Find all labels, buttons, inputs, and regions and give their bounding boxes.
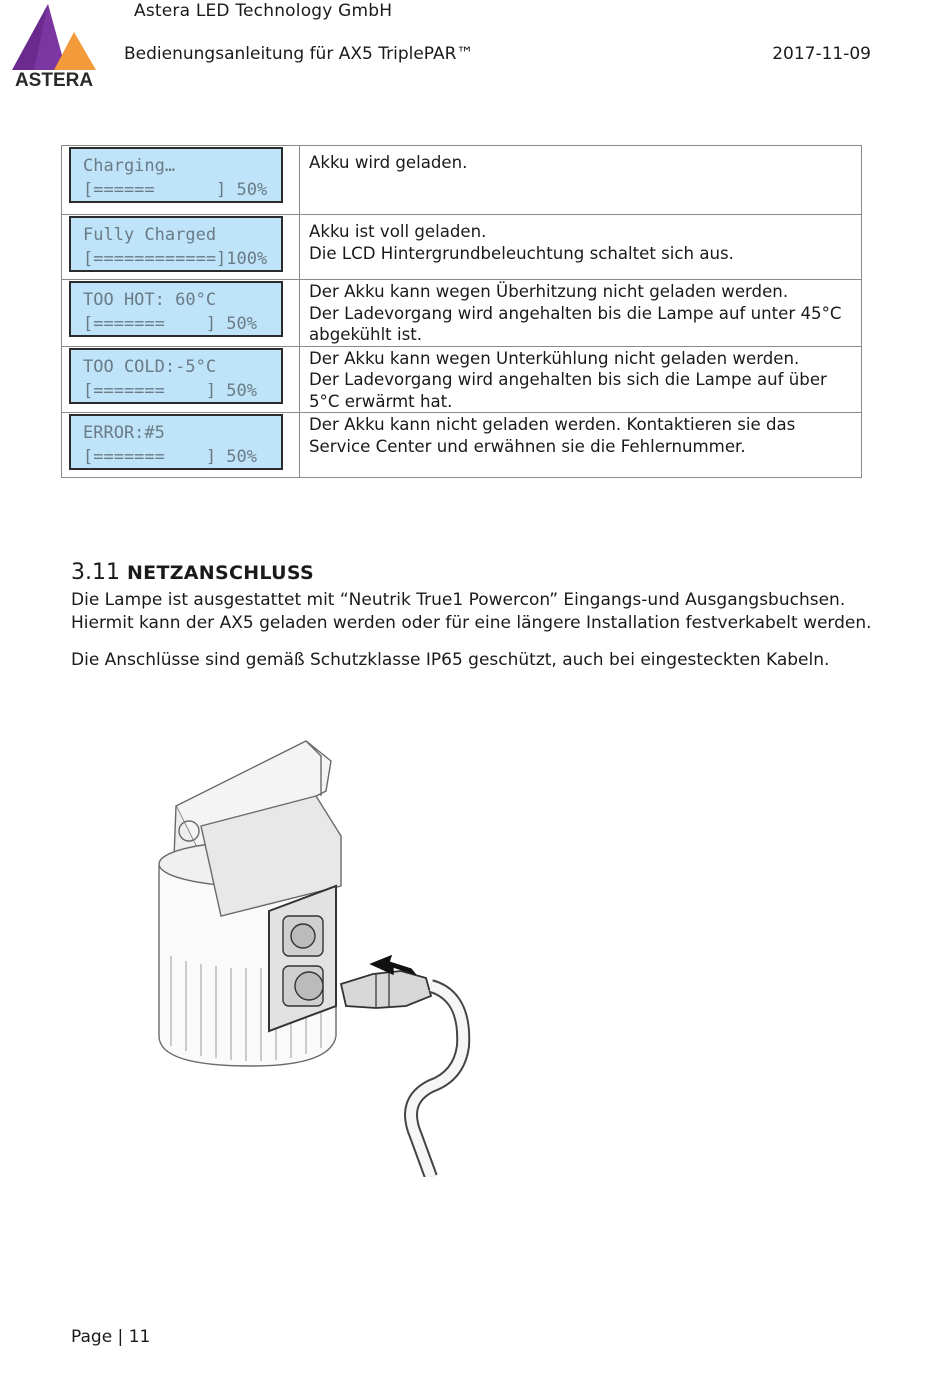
status-description: Der Akku kann wegen Unterkühlung nicht geladen werden. Der Ladevorgang wird angehalten bis sich die Lampe auf über 5°C erwärmt hat.	[300, 346, 862, 413]
paragraph: Die Lampe ist ausgestattet mit “Neutrik True1 Powercon” Eingangs-und Ausgangsbuchsen. Hiermit kann der AX5 geladen werden oder für eine längere Installation festverkabelt werden.	[71, 590, 872, 633]
table-row	[62, 280, 862, 347]
section-title: NETZANSCHLUSS	[126, 562, 315, 584]
lcd-line-2: [======= ] 50%	[83, 314, 257, 334]
lcd-line-1: Charging…	[83, 156, 176, 176]
logo-wordmark: ASTERA	[14, 70, 94, 91]
company-name: Astera LED Technology GmbH	[134, 1, 393, 21]
section-number: 3.11	[71, 560, 120, 585]
table-row	[62, 413, 862, 478]
lcd-line-2: [======= ] 50%	[83, 380, 257, 401]
lcd-line-1: TOO COLD:-5°C	[83, 356, 217, 377]
status-description: Der Akku kann wegen Überhitzung nicht geladen werden. Der Ladevorgang wird angehalten bis die Lampe auf unter 45°C abgekühlt ist.	[300, 280, 862, 347]
lcd-line-1: ERROR:#5	[83, 423, 165, 443]
status-description: Akku ist voll geladen. Die LCD Hintergrundbeleuchtung schaltet sich aus.	[300, 215, 862, 280]
lcd-display	[69, 414, 283, 470]
table-row	[62, 146, 862, 215]
lcd-line-1: Fully Charged	[83, 225, 217, 245]
lcd-display	[69, 281, 283, 337]
lcd-line-2: [====== ] 50%	[83, 180, 268, 200]
powercon-illustration	[71, 716, 537, 1177]
document-date: 2017-11-09	[772, 44, 871, 64]
status-description: Der Akku kann nicht geladen werden. Kontaktieren sie das Service Center und erwähnen sie die Fehlernummer.	[300, 413, 862, 478]
table-row	[62, 346, 862, 413]
document-title: Bedienungsanleitung für AX5 TriplePAR™	[124, 44, 474, 64]
lcd-display	[69, 216, 283, 272]
lcd-line-1: TOO HOT: 60°C	[83, 290, 217, 310]
lcd-line-2: [======= ] 50%	[83, 447, 257, 467]
charging-status-table	[61, 145, 862, 478]
lcd-display	[69, 348, 283, 404]
table-row	[62, 215, 862, 280]
astera-logo	[4, 2, 104, 92]
section-heading	[71, 560, 314, 585]
status-description: Akku wird geladen.	[300, 146, 862, 215]
paragraph: Die Anschlüsse sind gemäß Schutzklasse IP65 geschützt, auch bei eingesteckten Kabeln.	[71, 650, 830, 670]
lcd-line-2: [============]100%	[83, 249, 268, 269]
lcd-display	[69, 147, 283, 203]
page-number: Page | 11	[71, 1327, 151, 1347]
